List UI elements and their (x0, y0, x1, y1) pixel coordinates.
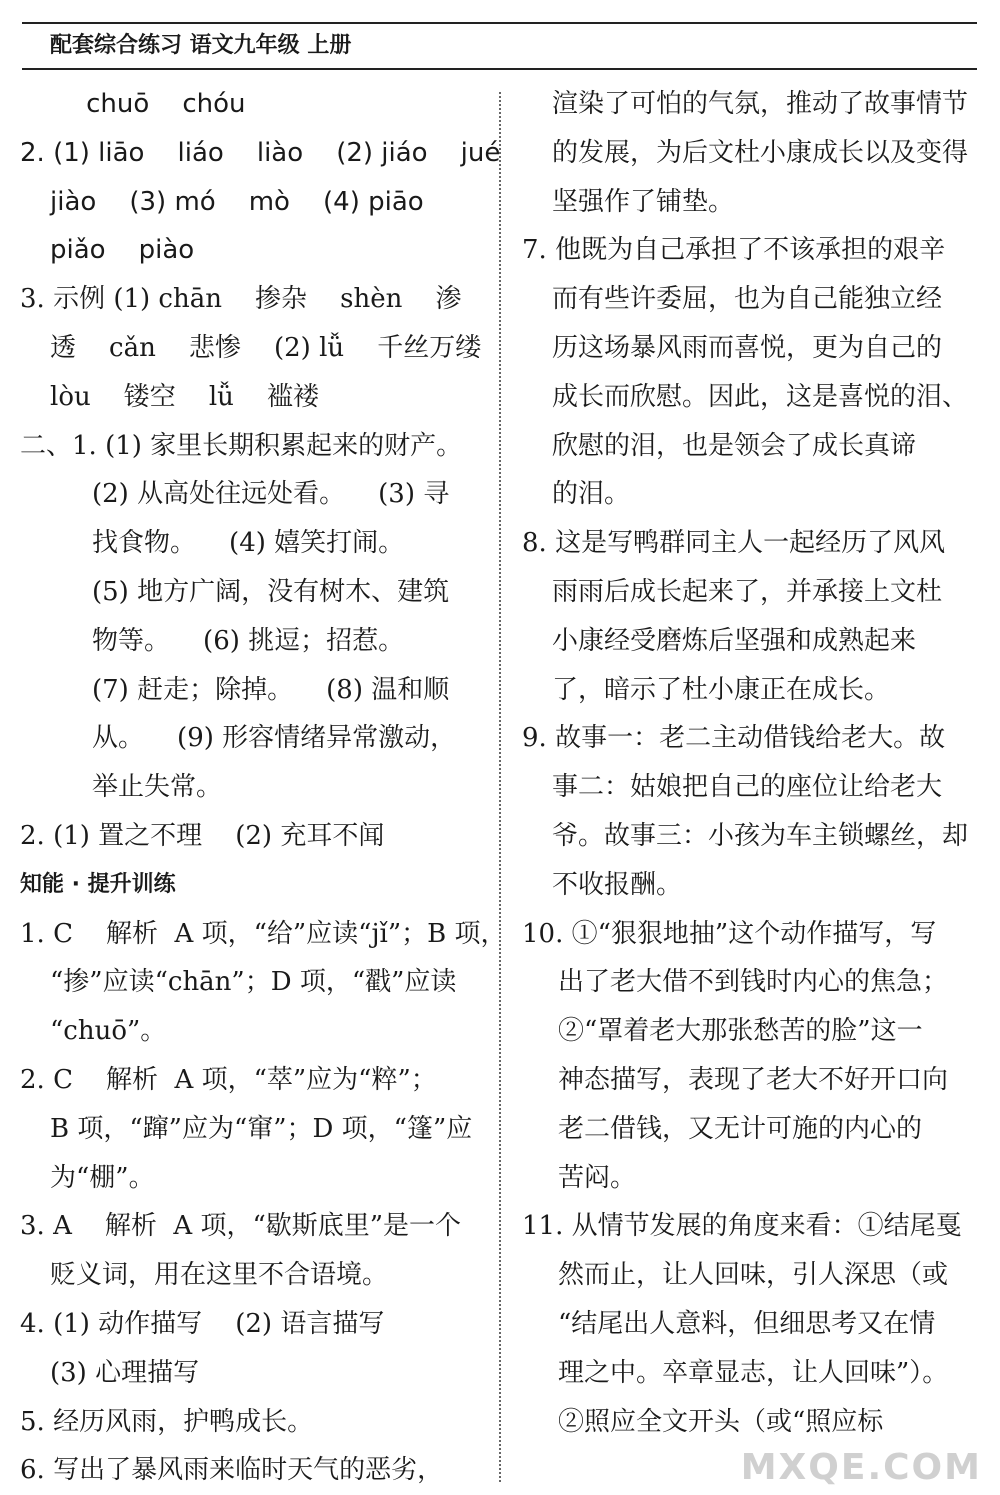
right-column-line: 雨雨后成长起来了，并承接上文杜 (552, 576, 943, 607)
left-column-line: 找食物。 (4) 嬉笑打闹。 (92, 528, 405, 559)
left-column-line: 举止失常。 (92, 772, 223, 803)
left-column-line: 5. 经历风雨，护鸭成长。 (20, 1406, 314, 1437)
left-column-line: jiào (3) mó mò (4) piāo (50, 186, 424, 217)
right-column-line: 不收报酬。 (552, 869, 683, 900)
header-title: 配套综合练习 语文九年级 上册 (50, 33, 352, 58)
right-column-line: 9. 故事一：老二主动借钱给老大。故 (522, 723, 946, 754)
left-column-line: “掺”应读“chān”；D 项，“戳”应读 (50, 967, 457, 998)
left-column-line: 为“棚”。 (50, 1162, 155, 1193)
left-column-line: 物等。 (6) 挑逗；招惹。 (92, 625, 405, 656)
right-column-line: 坚强作了铺垫。 (552, 186, 735, 217)
left-column-line: 知能 · 提升训练 (20, 871, 176, 897)
right-column-line: ②照应全文开头（或“照应标 (558, 1406, 884, 1437)
left-column-line: 从。 (9) 形容情绪异常激动， (92, 723, 457, 754)
left-column-line: chuō chóu (20, 89, 246, 119)
left-column-line: (3) 心理描写 (50, 1357, 200, 1388)
right-column-line: 而有些许委屈，也为自己能独立经 (552, 284, 943, 315)
right-column-line: 渲染了可怕的气氛，推动了故事情节 (552, 89, 969, 119)
left-column-line: 2. (1) 置之不理 (2) 充耳不闻 (20, 820, 385, 851)
right-column-line: 的泪。 (552, 479, 631, 510)
left-column-line: 6. 写出了暴风雨来临时天气的恶劣， (20, 1455, 444, 1486)
right-column-line: 的发展，为后文杜小康成长以及变得 (552, 137, 969, 168)
left-column-line: 贬义词，用在这里不合语境。 (50, 1260, 389, 1291)
right-column-line: 了，暗示了杜小康正在成长。 (552, 674, 891, 705)
right-column-line: 欣慰的泪，也是领会了成长真谛 (552, 430, 917, 461)
left-column-line: (2) 从高处往远处看。 (3) 寻 (92, 479, 450, 510)
left-column-line: 2. C 解析 A 项，“萃”应为“粹”； (20, 1064, 437, 1095)
left-column-line: (7) 赶走；除掉。 (8) 温和顺 (92, 674, 450, 705)
left-column-line: B 项，“蹿”应为“窜”；D 项，“篷”应 (50, 1113, 473, 1144)
right-column-line: 事二：姑娘把自己的座位让给老大 (552, 772, 943, 803)
right-column-line: 8. 这是写鸭群同主人一起经历了风风 (522, 528, 946, 559)
left-column-line: 1. C 解析 A 项，“给”应读“jǐ”；B 项， (20, 918, 507, 949)
right-column-line: 爷。故事三：小孩为车主锁螺丝，却 (552, 820, 969, 851)
left-column-line: 3. A 解析 A 项，“歇斯底里”是一个 (20, 1211, 462, 1242)
right-column-line: 然而止，让人回味，引人深思（或 (558, 1260, 949, 1291)
right-column-line: 成长而欣慰。因此，这是喜悦的泪、 (552, 381, 969, 412)
left-column-line: 3. 示例 (1) chān 掺杂 shèn 渗 (20, 284, 462, 315)
watermark-text: MXQE.COM (740, 1447, 982, 1488)
right-column-line: 理之中。卒章显志，让人回味”）。 (558, 1357, 949, 1388)
left-column-line: (5) 地方广阔，没有树木、建筑 (92, 576, 450, 607)
left-column-line: “chuō”。 (50, 1016, 167, 1047)
right-column-line: 苦闷。 (558, 1162, 637, 1193)
left-column-line: 二、1. (1) 家里长期积累起来的财产。 (20, 430, 463, 461)
left-column-line: 透 cǎn 悲惨 (2) lǚ 千丝万缕 (50, 332, 482, 363)
left-column-line: 2. (1) liāo liáo liào (2) jiáo jué (20, 137, 501, 168)
right-column-line: “结尾出人意料，但细思考又在情 (558, 1308, 936, 1339)
column-divider (499, 92, 501, 1482)
right-column-line: 10. ①“狠狠地抽”这个动作描写，写 (522, 918, 937, 949)
right-column-line: 神态描写，表现了老大不好开口向 (558, 1064, 949, 1095)
right-column-line: 出了老大借不到钱时内心的焦急； (558, 967, 949, 998)
right-column-line: 老二借钱，又无计可施的内心的 (558, 1113, 923, 1144)
right-column-line: 小康经受磨炼后坚强和成熟起来 (552, 625, 917, 656)
left-column-line: piǎo piào (50, 235, 195, 266)
left-column (20, 80, 507, 1495)
left-column-line: lòu 镂空 lǚ 褴褛 (50, 381, 319, 412)
right-column-line: ②“罩着老大那张愁苦的脸”这一 (558, 1016, 923, 1047)
right-column-line: 7. 他既为自己承担了不该承担的艰辛 (522, 235, 946, 266)
watermark-logo (741, 1447, 982, 1488)
right-column (522, 80, 982, 1446)
page-header (22, 22, 977, 70)
right-column-line: 历这场暴风雨而喜悦，更为自己的 (552, 332, 943, 363)
left-column-line: 4. (1) 动作描写 (2) 语言描写 (20, 1308, 385, 1339)
right-column-line: 11. 从情节发展的角度来看：①结尾戛 (522, 1211, 962, 1242)
